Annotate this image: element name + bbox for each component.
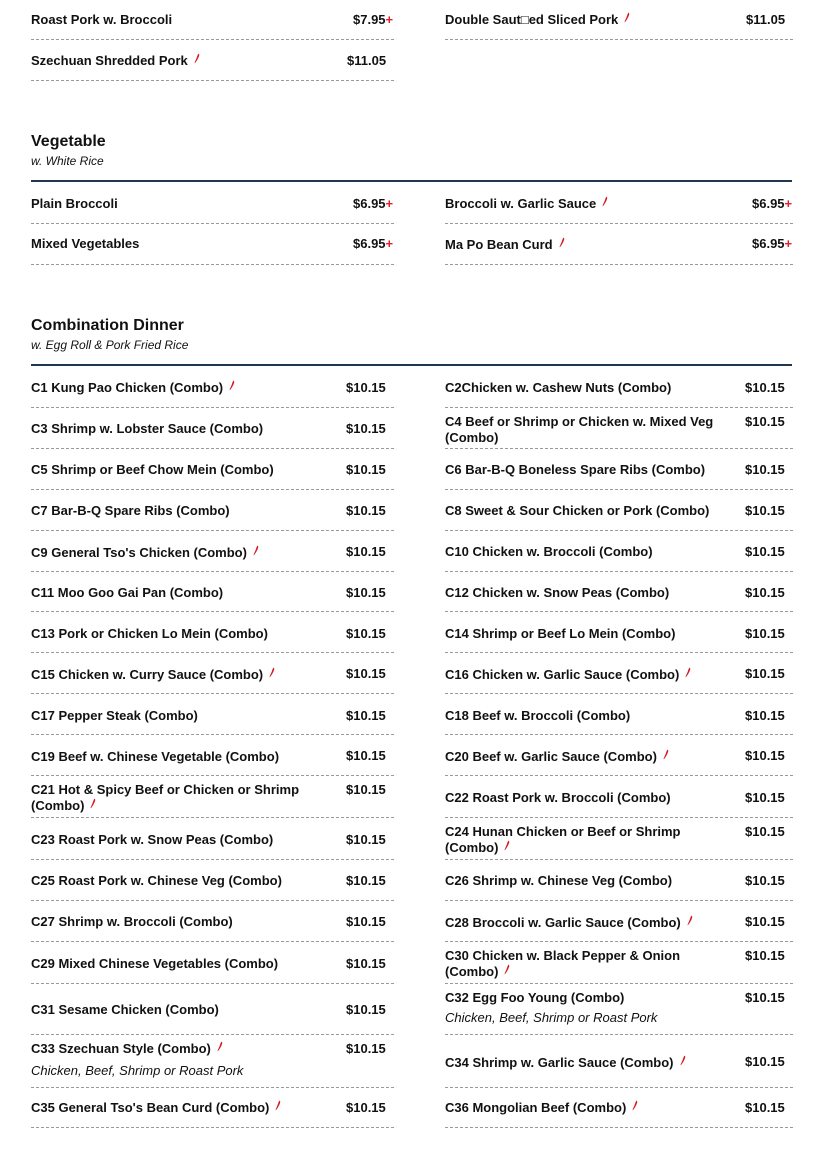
item-price: $10.15: [745, 503, 785, 518]
item-price: $10.15: [346, 748, 386, 763]
section-title-combination: Combination Dinner: [31, 317, 184, 334]
item-name: C34 Shrimp w. Garlic Sauce (Combo): [445, 1055, 730, 1072]
item-divider: [31, 448, 394, 449]
item-name: C32 Egg Foo Young (Combo): [445, 990, 625, 1005]
item-description: Chicken, Beef, Shrimp or Roast Pork: [445, 1010, 658, 1025]
item-price: $10.15: [346, 666, 386, 681]
item-price: $6.95+: [752, 236, 793, 251]
item-divider: [31, 1087, 394, 1088]
item-name: C17 Pepper Steak (Combo): [31, 708, 198, 723]
item-divider: [31, 39, 394, 40]
item-price: $10.15: [346, 503, 386, 518]
item-name: C21 Hot & Spicy Beef or Chicken or Shrimp (Combo): [31, 782, 300, 813]
item-divider: [445, 859, 793, 860]
item-name: C4 Beef or Shrimp or Chicken w. Mixed Veg (Combo): [445, 414, 714, 445]
section-subtitle-vegetable: w. White Rice: [31, 154, 104, 168]
item-divider: [445, 611, 793, 612]
item-divider: [445, 1127, 793, 1128]
item-divider: [445, 900, 793, 901]
item-name: C3 Shrimp w. Lobster Sauce (Combo): [31, 421, 264, 436]
item-price: $10.15: [346, 782, 386, 797]
item-divider: [445, 941, 793, 942]
item-price: $10.15: [745, 824, 785, 839]
item-divider: [31, 775, 394, 776]
item-name: C13 Pork or Chicken Lo Mein (Combo): [31, 626, 268, 641]
item-name: Mixed Vegetables: [31, 236, 140, 251]
item-divider: [445, 983, 793, 984]
item-divider: [445, 407, 793, 408]
item-price: $10.15: [745, 790, 785, 805]
item-name: Szechuan Shredded Pork: [31, 53, 321, 70]
item-name: C25 Roast Pork w. Chinese Veg (Combo): [31, 873, 282, 888]
item-name: Ma Po Bean Curd: [445, 237, 735, 254]
item-price: $10.15: [745, 666, 785, 681]
item-name: C9 General Tso's Chicken (Combo): [31, 545, 326, 562]
item-description: Chicken, Beef, Shrimp or Roast Pork: [31, 1063, 244, 1078]
item-price: $10.15: [745, 708, 785, 723]
item-price: $10.15: [346, 544, 386, 559]
item-price: $10.15: [745, 462, 785, 477]
item-divider: [31, 900, 394, 901]
item-price: $10.15: [745, 748, 785, 763]
item-divider: [31, 264, 394, 265]
item-price: $10.15: [346, 956, 386, 971]
item-divider: [31, 1127, 394, 1128]
chili-pepper-icon: [269, 666, 275, 682]
item-divider: [445, 223, 793, 224]
item-name: C28 Broccoli w. Garlic Sauce (Combo): [445, 915, 730, 932]
item-divider: [31, 859, 394, 860]
item-price: $10.15: [745, 380, 785, 395]
item-price: $7.95+: [353, 12, 394, 27]
item-divider: [445, 530, 793, 531]
item-name: Broccoli w. Garlic Sauce: [445, 196, 735, 213]
item-price: $10.15: [346, 1002, 386, 1017]
item-price: $10.15: [346, 462, 386, 477]
item-divider: [445, 1087, 793, 1088]
item-price: $11.05: [746, 12, 786, 27]
item-name: C11 Moo Goo Gai Pan (Combo): [31, 585, 224, 600]
item-divider: [31, 1034, 394, 1035]
section-rule: [31, 364, 792, 366]
item-name: Double Saut□ed Sliced Pork: [445, 12, 735, 29]
item-name: C24 Hunan Chicken or Beef or Shrimp (Combo): [445, 824, 681, 855]
item-name: C29 Mixed Chinese Vegetables (Combo): [31, 956, 279, 971]
item-price: $10.15: [346, 626, 386, 641]
item-price: $10.15: [745, 990, 785, 1005]
item-divider: [31, 80, 394, 81]
item-price: $10.15: [346, 1041, 386, 1056]
item-price: $10.15: [346, 380, 386, 395]
item-divider: [31, 571, 394, 572]
item-name: Roast Pork w. Broccoli: [31, 12, 173, 27]
item-name: C8 Sweet & Sour Chicken or Pork (Combo): [445, 503, 710, 518]
chili-pepper-icon: [685, 666, 691, 682]
item-name: C36 Mongolian Beef (Combo): [445, 1100, 730, 1117]
item-name: C26 Shrimp w. Chinese Veg (Combo): [445, 873, 673, 888]
item-divider: [31, 611, 394, 612]
item-name: C10 Chicken w. Broccoli (Combo): [445, 544, 653, 559]
item-name: C33 Szechuan Style (Combo): [31, 1041, 326, 1058]
item-divider: [445, 39, 793, 40]
section-rule: [31, 180, 792, 182]
item-divider: [445, 652, 793, 653]
item-divider: [445, 734, 793, 735]
item-name: C6 Bar-B-Q Boneless Spare Ribs (Combo): [445, 462, 706, 477]
item-price: $10.15: [745, 1100, 785, 1115]
item-name: C18 Beef w. Broccoli (Combo): [445, 708, 631, 723]
item-name: C35 General Tso's Bean Curd (Combo): [31, 1100, 326, 1117]
chili-pepper-icon: [663, 748, 669, 764]
item-name: C27 Shrimp w. Broccoli (Combo): [31, 914, 233, 929]
item-price: $10.15: [745, 914, 785, 929]
chili-pepper-icon: [559, 236, 565, 252]
item-divider: [445, 1034, 793, 1035]
item-divider: [445, 264, 793, 265]
item-name: C16 Chicken w. Garlic Sauce (Combo): [445, 667, 730, 684]
chili-pepper-icon: [632, 1099, 638, 1115]
item-name: C31 Sesame Chicken (Combo): [31, 1002, 219, 1017]
chili-pepper-icon: [194, 52, 200, 68]
item-price: $10.15: [745, 585, 785, 600]
item-price: $10.15: [346, 708, 386, 723]
item-name: Plain Broccoli: [31, 196, 118, 211]
item-price: $10.15: [745, 544, 785, 559]
item-divider: [31, 652, 394, 653]
item-divider: [31, 817, 394, 818]
chili-pepper-icon: [90, 797, 96, 813]
chili-pepper-icon: [680, 1054, 686, 1070]
chili-pepper-icon: [687, 914, 693, 930]
item-price: $10.15: [346, 585, 386, 600]
item-price: $10.15: [745, 1054, 785, 1069]
chili-pepper-icon: [504, 963, 510, 979]
chili-pepper-icon: [253, 544, 259, 560]
item-price: $6.95+: [353, 196, 394, 211]
item-price: $10.15: [346, 832, 386, 847]
item-price: $10.15: [745, 414, 785, 429]
item-divider: [445, 775, 793, 776]
chili-pepper-icon: [504, 839, 510, 855]
item-divider: [445, 571, 793, 572]
item-divider: [31, 941, 394, 942]
item-name: C12 Chicken w. Snow Peas (Combo): [445, 585, 670, 600]
item-name: C23 Roast Pork w. Snow Peas (Combo): [31, 832, 274, 847]
item-price: $10.15: [745, 626, 785, 641]
item-price: $10.15: [745, 873, 785, 888]
chili-pepper-icon: [275, 1099, 281, 1115]
item-name: C30 Chicken w. Black Pepper & Onion (Combo): [445, 948, 681, 979]
item-name: C22 Roast Pork w. Broccoli (Combo): [445, 790, 671, 805]
item-divider: [445, 693, 793, 694]
chili-pepper-icon: [217, 1040, 223, 1056]
item-name: C2Chicken w. Cashew Nuts (Combo): [445, 380, 672, 395]
item-name: C1 Kung Pao Chicken (Combo): [31, 380, 326, 397]
section-subtitle-combination: w. Egg Roll & Pork Fried Rice: [31, 338, 189, 352]
item-divider: [31, 983, 394, 984]
item-price: $10.15: [346, 421, 386, 436]
item-price: $6.95+: [752, 196, 793, 211]
chili-pepper-icon: [602, 195, 608, 211]
item-name: C5 Shrimp or Beef Chow Mein (Combo): [31, 462, 274, 477]
item-name: C15 Chicken w. Curry Sauce (Combo): [31, 667, 326, 684]
item-divider: [445, 817, 793, 818]
item-price: $10.15: [346, 1100, 386, 1115]
section-title-vegetable: Vegetable: [31, 133, 106, 150]
item-name: C19 Beef w. Chinese Vegetable (Combo): [31, 749, 280, 764]
item-price: $10.15: [346, 914, 386, 929]
item-divider: [445, 448, 793, 449]
item-divider: [31, 530, 394, 531]
chili-pepper-icon: [624, 11, 630, 27]
item-divider: [31, 734, 394, 735]
item-divider: [31, 407, 394, 408]
item-price: $6.95+: [353, 236, 394, 251]
item-name: C14 Shrimp or Beef Lo Mein (Combo): [445, 626, 676, 641]
item-divider: [31, 223, 394, 224]
chili-pepper-icon: [229, 379, 235, 395]
item-divider: [31, 693, 394, 694]
item-divider: [31, 489, 394, 490]
item-divider: [445, 489, 793, 490]
item-name: C20 Beef w. Garlic Sauce (Combo): [445, 749, 730, 766]
item-name: C7 Bar-B-Q Spare Ribs (Combo): [31, 503, 230, 518]
item-price: $10.15: [346, 873, 386, 888]
item-price: $10.15: [745, 948, 785, 963]
item-price: $11.05: [347, 53, 387, 68]
